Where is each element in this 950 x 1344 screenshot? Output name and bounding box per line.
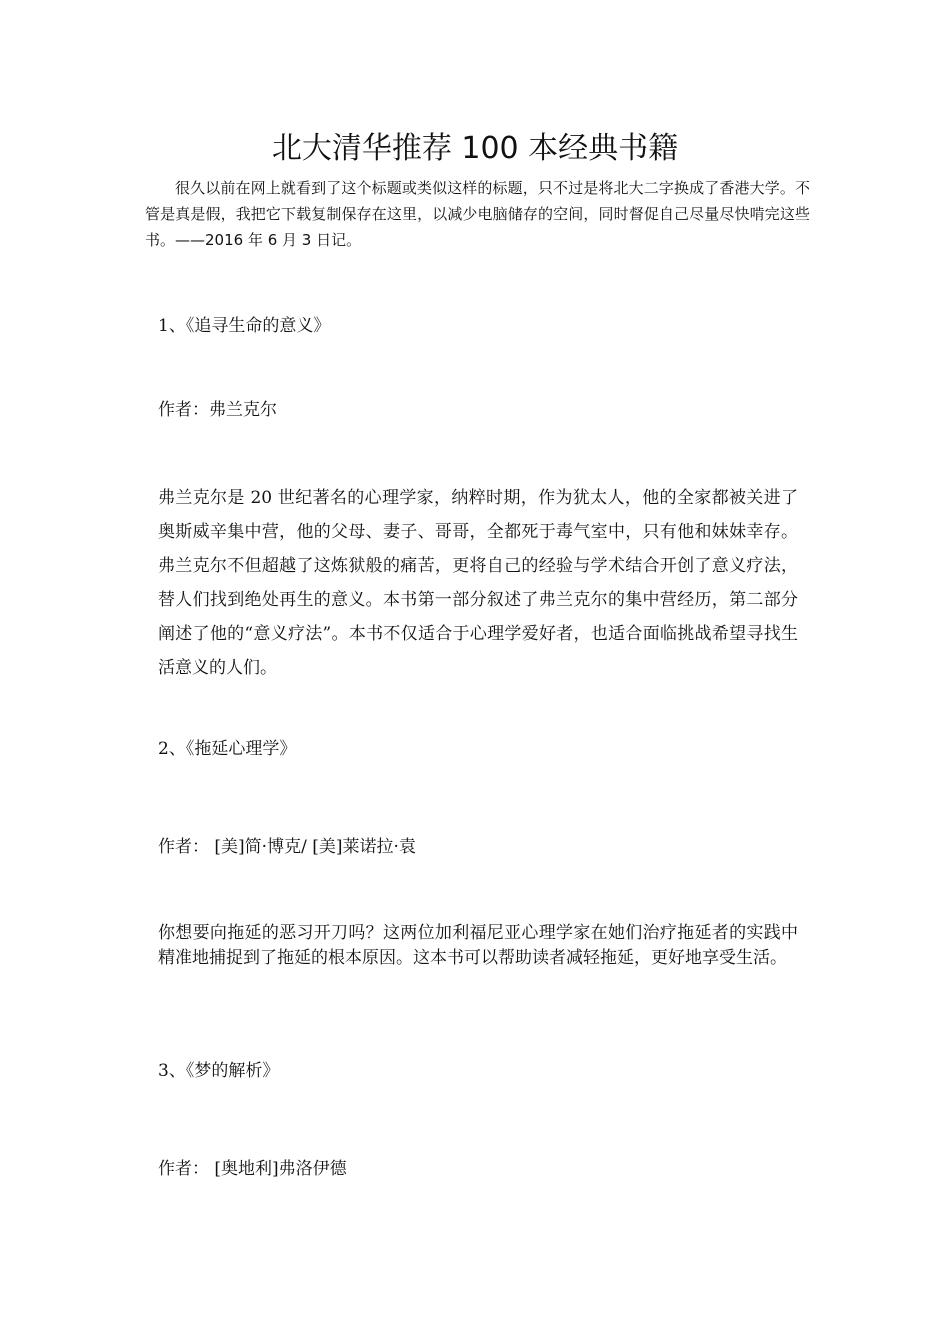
book-heading: 2、《拖延心理学》 (158, 739, 297, 759)
book-heading: 1、《追寻生命的意义》 (158, 316, 331, 336)
book-author: 作者： [美]简·博克/ [美]莱诺拉·袁 (158, 837, 416, 857)
document-title: 北大清华推荐 100 本经典书籍 (271, 131, 679, 166)
book-description: 弗兰克尔是 20 世纪著名的心理学家，纳粹时期，作为犹太人，他的全家都被关进了奥斯威辛集中营，他的父母、妻子、哥哥，全都死于毒气室中，只有他和妹妹幸存。弗兰克尔不但超越了这炼狱般的痛苦，更将自己的经验与学术结合开创了意义疗法，替人们找到绝处再生的意义。本书第一部分叙述了弗兰克尔的集中营经历，第二部分阐述了他的“意义疗法”。本书不仅适合于心理学爱好者，也适合面临挑战希望寻找生活意义的人们。 (158, 488, 798, 678)
book-description: 你想要向拖延的恶习开刀吗？这两位加利福尼亚心理学家在她们治疗拖延者的实践中精准地捕捉到了拖延的根本原因。这本书可以帮助读者减轻拖延，更好地享受生活。 (158, 923, 798, 968)
book-author: 作者： [奥地利]弗洛伊德 (158, 1159, 347, 1179)
book-author: 作者：弗兰克尔 (158, 400, 277, 420)
intro-paragraph: 很久以前在网上就看到了这个标题或类似这样的标题，只不过是将北大二字换成了香港大学。不管是真是假，我把它下载复制保存在这里，以减少电脑储存的空间，同时督促自己尽量尽快啃完这些书。——2016 年 6 月 3 日记。 (145, 179, 810, 249)
book-heading: 3、《梦的解析》 (158, 1061, 280, 1081)
